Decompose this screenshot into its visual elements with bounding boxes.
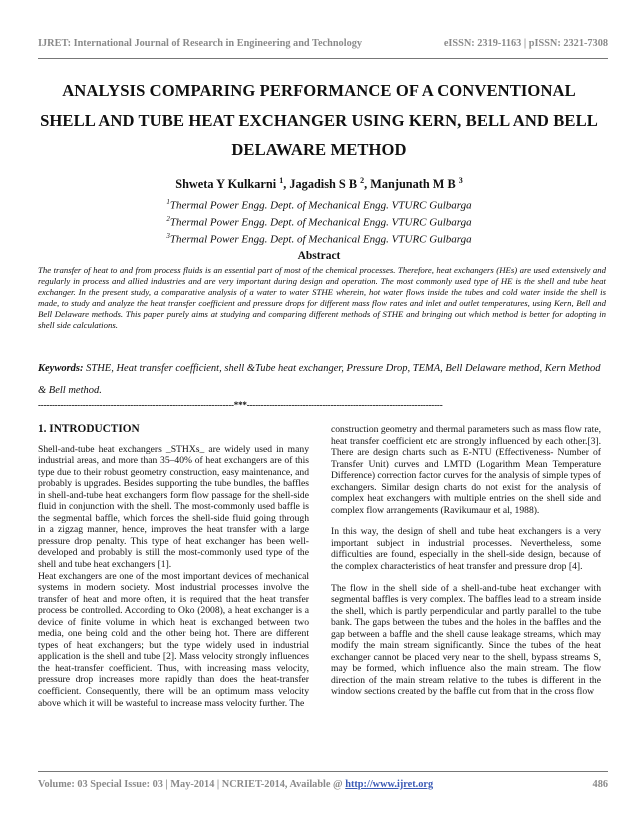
author: Manjunath M B $^3$ — [370, 176, 463, 192]
page-number: 486 — [592, 779, 608, 790]
paragraph: In this way, the design of shell and tube heat exchangers is a very important subject in industrial processes. Nevertheless, some difficulties are found, especially in the shell-side design, because of the complex characteristics of heat transfer and pressure drop [4]. — [331, 526, 601, 573]
author: Jagadish S B $^2$, — [289, 176, 371, 192]
issn-info: eISSN: 2319-1163 | pISSN: 2321-7308 — [443, 38, 608, 49]
left-column — [38, 424, 309, 719]
paragraph: Shell-and-tube heat exchangers _STHXs_ are widely used in many industrial areas, and more than 35–40% of heat exchangers are of this type due to their robust geometry construction, easy maintenance, and probably is upgrades. Besides supporting the tube bundles, the baffles in shell-and-tube heat exchangers form flow passage for the shell-side fluid in conjunction with the shell. The most-commonly used baffle is the segmental baffle, which forces the shell-side fluid going through in a zigzag manner, hence, improves the heat transfer with a large pressure drop penalty. This type of heat exchanger has been well-developed and probably is still the most-commonly used type of the shell and tube heat exchangers [1]. — [38, 443, 309, 571]
running-header — [38, 38, 608, 49]
affiliation: $^3$Thermal Power Engg. Dept. of Mechanical Engg. VTURC Gulbarga — [166, 232, 472, 246]
keywords-label: Keywords: — [38, 363, 84, 374]
journal-link[interactable]: http://www.ijret.org — [345, 779, 434, 790]
affiliation: $^1$Thermal Power Engg. Dept. of Mechanical Engg. VTURC Gulbarga — [166, 198, 472, 212]
section-heading: 1. INTRODUCTION — [38, 423, 140, 435]
abstract-text: The transfer of heat to and from process fluids is an essential part of most of the chemical processes. Therefore, heat exchangers (HEs) are used extensively and regularly in process and allied industries and are very important during design and operation. The most commonly used type of HE is the shell and tube heat exchanger. In the present study, a comparative analysis of a water to water STHE wherein, hot water flows inside the tubes and cold water inside the shell is made, to study and analyze the heat transfer coefficient and pressure drops for different mass flow rates and inlet and outlet temperatures, using Kern, Bell and Bell Delaware methods. This paper purely aims at studying and comparing different methods of STHE and bringing out which method is better for adopting in shell side calculations. — [38, 265, 606, 331]
header-rule — [38, 58, 608, 59]
abstract-heading: Abstract — [297, 250, 341, 262]
paper-title: ANALYSIS COMPARING PERFORMANCE OF A CONVENTIONAL SHELL AND TUBE HEAT EXCHANGER USING KERN, BELL AND BELL DELAWARE METHOD — [40, 81, 598, 159]
affiliations — [30, 196, 608, 247]
journal-name: IJRET: International Journal of Research in Engineering and Technology — [38, 38, 363, 49]
paragraph: construction geometry and thermal parameters such as mass flow rate, heat transfer coefficient etc are strongly influenced by each other.[3]. There are design charts such as E-NTU (Effectiveness- Number of Transfer Unit) curves and LMTD (Logarithm Mean Temperature Difference) correction factor curves for the analysis of simple types of exchangers. Similar design charts do not exist for the analysis of complex heat exchangers with multiple entries on the shell side and complex flow arrangements (Ravikumaur et al, 1988). — [331, 424, 601, 516]
affiliation: $^2$Thermal Power Engg. Dept. of Mechanical Engg. VTURC Gulbarga — [166, 215, 472, 229]
paragraph: The flow in the shell side of a shell-and-tube heat exchanger with segmental baffles is very complex. The baffles lead to a stream inside the shell, which is partly perpendicular and partly parallel to the tube bank. The gaps between the tubes and the holes in the baffles and the gap between a baffle and the shell cause leakage streams, which may modify the main stream significantly. Since the tubes of the heat exchanger cannot be placed very near to the shell, bypass streams S, may be formed, which influence also the main stream. The flow direction of the main stream relative to the tubes is different in the window sections created by the baffle cut from that in the cross flow — [331, 582, 601, 698]
footer-rule — [38, 771, 608, 772]
keywords-text: STHE, Heat transfer coefficient, shell &Tube heat exchanger, Pressure Drop, TEMA, Bell Delaware method, Kern Method & Bell method. — [38, 363, 601, 396]
section-separator: ----------------------------------------------------------------------***---------------------------------------------------------------------- — [38, 400, 443, 410]
running-footer — [38, 779, 608, 790]
author-list — [30, 176, 608, 192]
paragraph: Heat exchangers are one of the most important devices of mechanical systems in modern society. Most industrial processes involve the transfer of heat and more often, it is required that the heat transfer process be controlled. According to Oko (2008), a heat exchanger is a device of finite volume in which heat is exchanged between two media, one being cold and the other being hot. There are different types of heat exchangers; but the type widely used in industrial application is the shell and tube [2]. Mass velocity strongly influences the heat-transfer coefficient. Thus, with increasing mass velocity, pressure drop increases more rapidly than does the heat-transfer coefficient. Consequently, there will be an optimum mass velocity above which it will be wasteful to increase mass velocity further. The — [38, 570, 309, 709]
keywords — [38, 358, 606, 402]
author: Shweta Y Kulkarni $^1$, — [175, 176, 290, 192]
right-column — [331, 424, 601, 708]
volume-info: Volume: 03 Special Issue: 03 | May-2014 | NCRIET-2014, Available @ http://www.ijret.org — [38, 779, 434, 790]
